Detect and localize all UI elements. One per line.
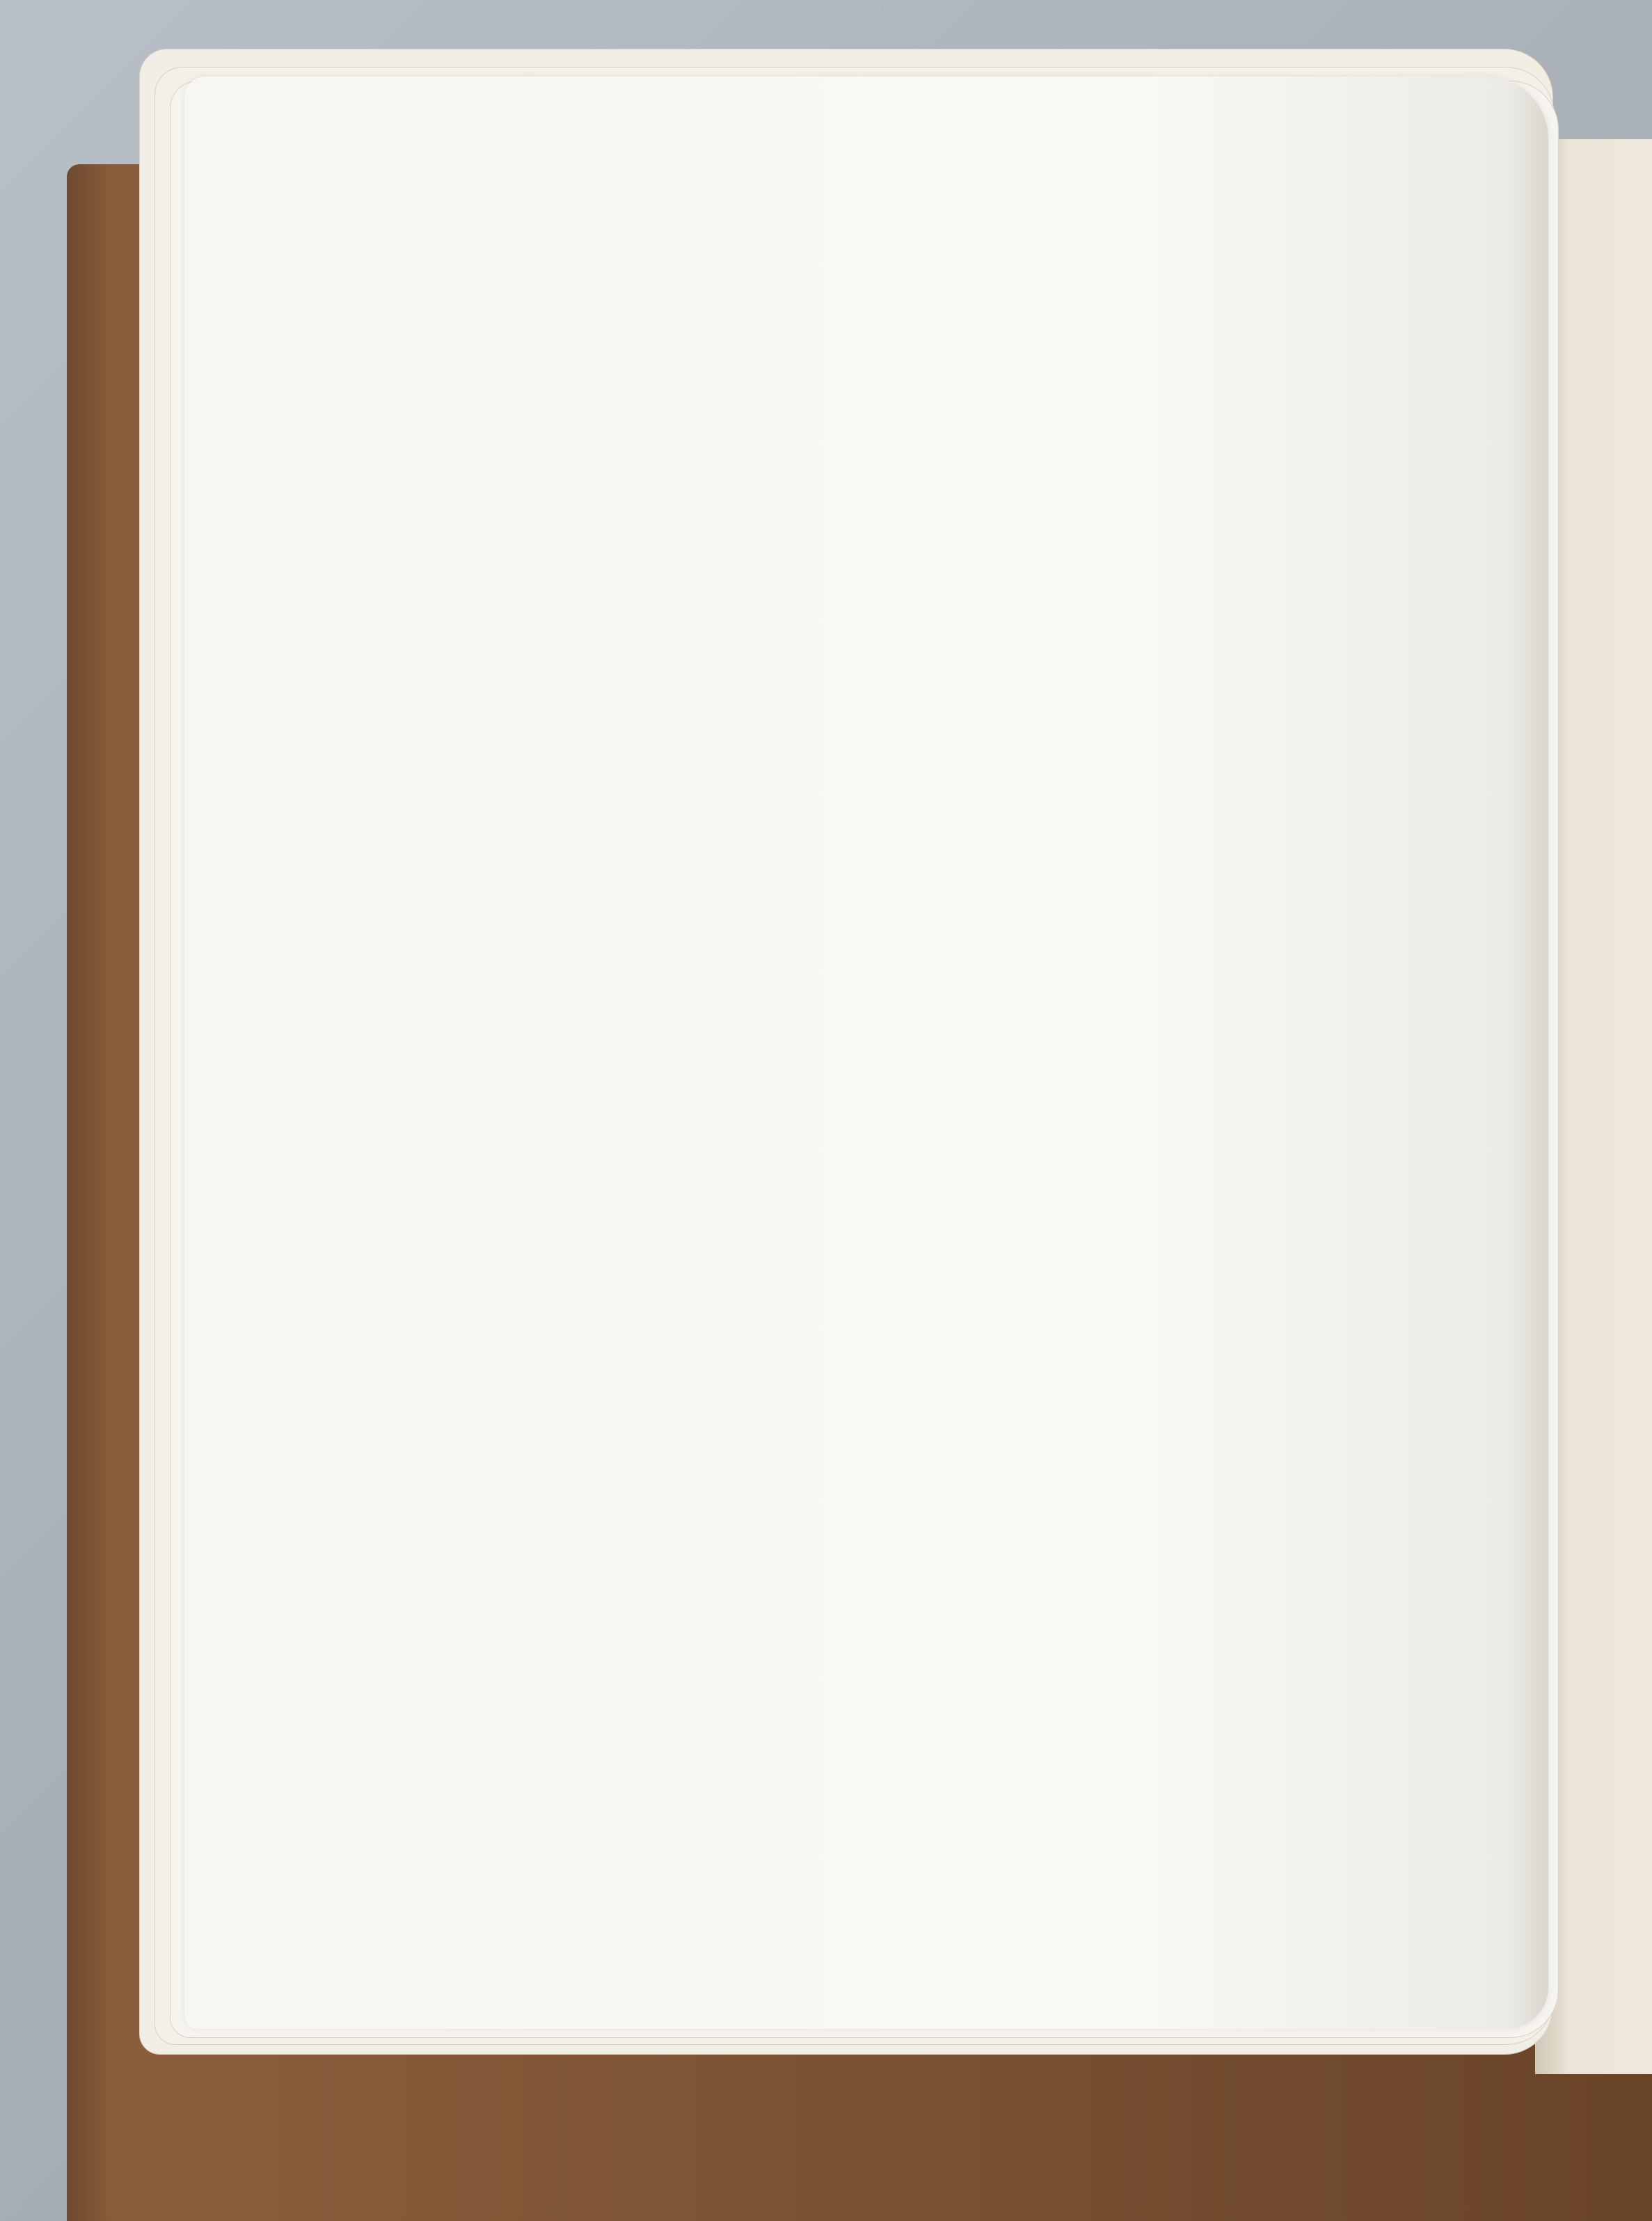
book-page xyxy=(184,77,1548,2029)
